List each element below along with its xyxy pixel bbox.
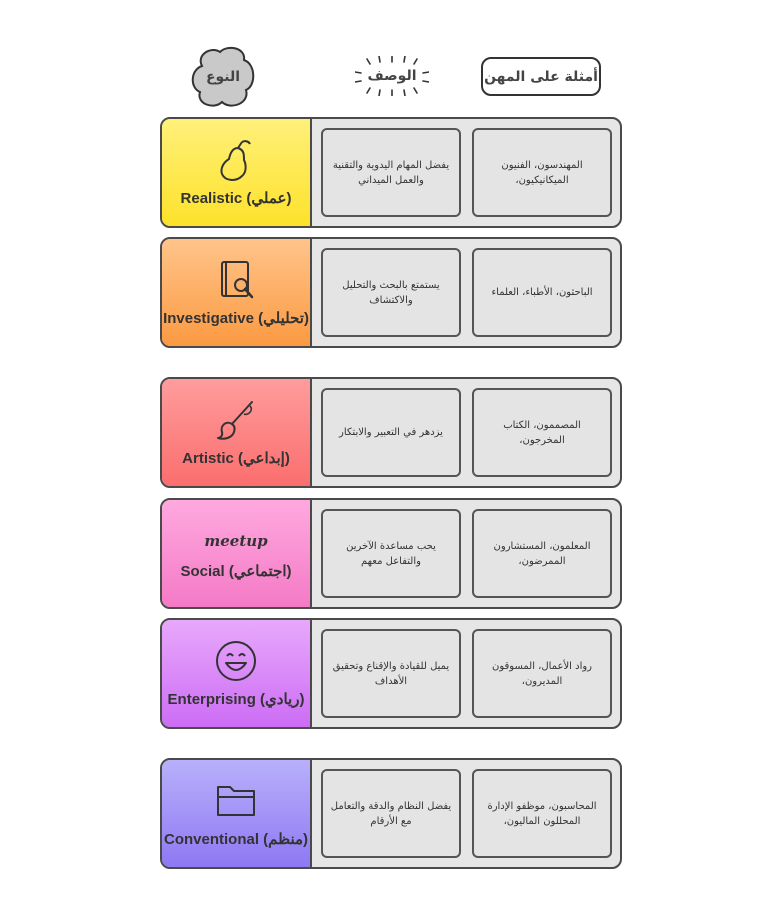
meetup-icon bbox=[204, 526, 268, 556]
type-cell bbox=[162, 239, 312, 346]
examples-cell: رواد الأعمال، المسوقون المديرون، bbox=[472, 629, 612, 718]
type-cell bbox=[162, 500, 312, 607]
examples-cell: المهندسون، الفنيون الميكانيكيون، bbox=[472, 128, 612, 217]
row-conventional bbox=[160, 758, 622, 869]
row-artistic bbox=[160, 377, 622, 488]
examples-cell: المحاسبون، موظفو الإدارة المحللون الماليون، bbox=[472, 769, 612, 858]
book-search-icon bbox=[213, 257, 259, 303]
examples-cell: الباحثون، الأطباء، العلماء bbox=[472, 248, 612, 337]
examples-cell: المصممون، الكتاب المخرجون، bbox=[472, 388, 612, 477]
type-label: Investigative (تحليلي) bbox=[163, 310, 309, 327]
type-cell bbox=[162, 620, 312, 727]
header-examples-label: أمثلة على المهن bbox=[484, 68, 598, 85]
row-social bbox=[160, 498, 622, 609]
folder-icon bbox=[213, 778, 259, 824]
description-cell: يفضل النظام والدقة والتعامل مع الأرقام bbox=[321, 769, 461, 858]
header-description bbox=[355, 56, 429, 96]
type-cell bbox=[162, 760, 312, 867]
type-label: Conventional (منظم) bbox=[163, 831, 309, 848]
row-investigative bbox=[160, 237, 622, 348]
type-label: Realistic (عملي) bbox=[180, 190, 292, 207]
header-description-label: الوصف bbox=[367, 68, 417, 84]
row-realistic bbox=[160, 117, 622, 228]
type-cell bbox=[162, 379, 312, 486]
type-label: Artistic (إبداعي) bbox=[182, 450, 290, 467]
pear-icon bbox=[213, 137, 259, 183]
meetup-text: meetup bbox=[204, 532, 268, 550]
type-cell bbox=[162, 119, 312, 226]
paintbrush-icon bbox=[213, 397, 259, 443]
smiley-icon bbox=[213, 638, 259, 684]
row-enterprising bbox=[160, 618, 622, 729]
type-label: Enterprising (ريادي) bbox=[167, 691, 305, 708]
type-label: Social (اجتماعي) bbox=[180, 563, 292, 580]
description-cell: يفضل المهام اليدوية والتقنية والعمل الميداني bbox=[321, 128, 461, 217]
description-cell: يستمتع بالبحث والتحليل والاكتشاف bbox=[321, 248, 461, 337]
examples-cell: المعلمون، المستشارون الممرضون، bbox=[472, 509, 612, 598]
description-cell: يزدهر في التعبير والابتكار bbox=[321, 388, 461, 477]
header-examples bbox=[481, 57, 601, 96]
header-type-label: النوع bbox=[205, 69, 241, 85]
description-cell: يحب مساعدة الآخرين والتفاعل معهم bbox=[321, 509, 461, 598]
header-type bbox=[190, 46, 256, 108]
description-cell: يميل للقيادة والإقناع وتحقيق الأهداف bbox=[321, 629, 461, 718]
